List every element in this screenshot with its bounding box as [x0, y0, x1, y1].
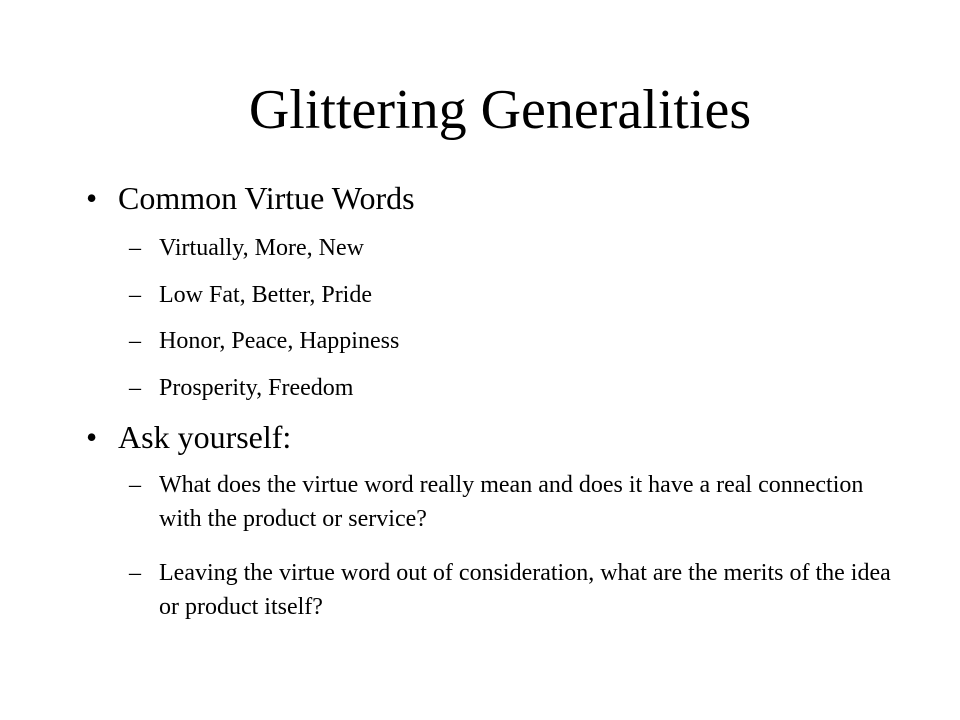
sub-item — [129, 324, 909, 358]
bullet-marker: • — [86, 419, 98, 455]
bullet-marker: • — [86, 180, 98, 216]
dash-marker: – — [129, 472, 141, 498]
sub-item — [129, 278, 909, 312]
sub-item — [129, 371, 909, 405]
sub-item — [129, 231, 909, 265]
dash-marker: – — [129, 375, 141, 401]
slide-title: Glittering Generalities — [248, 79, 752, 141]
bullet-text: Common Virtue Words — [118, 180, 415, 216]
sub-item-text: Low Fat, Better, Pride — [159, 282, 372, 308]
dash-marker: – — [129, 235, 141, 261]
sub-item-text: Honor, Peace, Happiness — [159, 328, 400, 354]
dash-marker: – — [129, 282, 141, 308]
sub-item-text: Prosperity, Freedom — [159, 375, 354, 401]
bullet-text: Ask yourself: — [118, 419, 292, 455]
sub-item — [129, 556, 909, 624]
sub-item-text: Leaving the virtue word out of consideration, what are the merits of the idea or product itself? — [159, 560, 891, 620]
dash-marker: – — [129, 560, 141, 586]
sub-item-text: Virtually, More, New — [159, 235, 364, 261]
sub-item-text: What does the virtue word really mean and does it have a real connection with the product or service? — [159, 472, 864, 532]
sub-item — [129, 468, 909, 536]
dash-marker: – — [129, 328, 141, 354]
